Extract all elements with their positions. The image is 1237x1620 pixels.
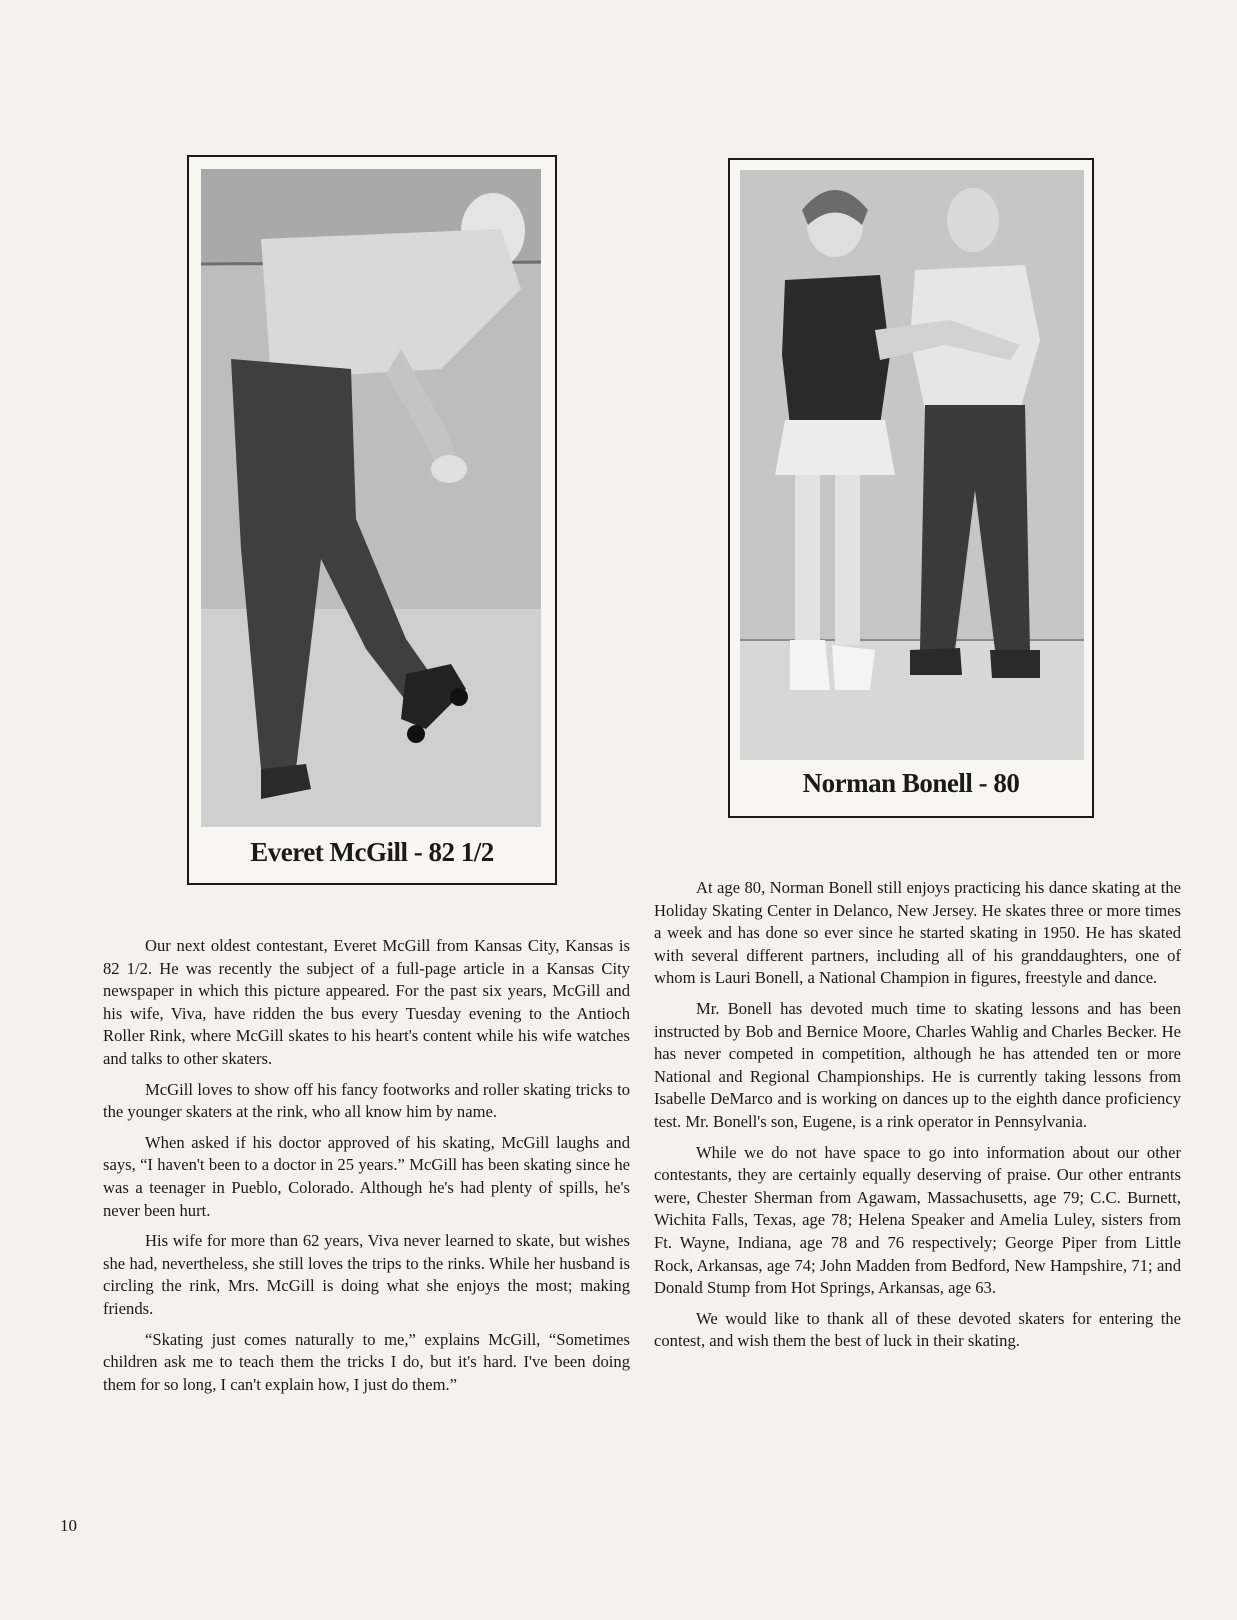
article-right-column — [654, 877, 1181, 1353]
paragraph: McGill loves to show off his fancy footworks and roller skating tricks to the younger skaters at the rink, who all know him by name. — [103, 1079, 630, 1122]
photo-caption-everet-mcgill: Everet McGill - 82 1/2 — [250, 837, 494, 867]
article-left-column — [103, 935, 630, 1396]
photo-box-norman-bonell — [728, 158, 1094, 818]
paragraph: At age 80, Norman Bonell still enjoys practicing his dance skating at the Holiday Skating Center in Delanco, New Jersey. He skates three or more times a week and has done so ever since he started skating in 1950. He has skated with several different partners, including all of his granddaughters, one of whom is Lauri Bonell, a National Champion in figures, freestyle and dance. — [654, 878, 1181, 988]
paragraph: We would like to thank all of these devoted skaters for entering the contest, and wish them the best of luck in their skating. — [654, 1308, 1181, 1351]
paragraph: His wife for more than 62 years, Viva never learned to skate, but wishes she had, nevertheless, she still loves the trips to the rinks. While her husband is circling the rink, Mrs. McGill is doing what she enjoys the most; making friends. — [103, 1231, 630, 1318]
paragraph: Our next oldest contestant, Everet McGill from Kansas City, Kansas is 82 1/2. He was recently the subject of a full-page article in a Kansas City newspaper in which this picture appeared. For the past six years, McGill and his wife, Viva, have ridden the bus every Tuesday evening to the Antioch Roller Rink, where McGill skates to his heart's content while his wife watches and talks to other skaters. — [103, 936, 630, 1068]
photo-box-everet-mcgill — [187, 155, 557, 885]
page-number: 10 — [60, 1516, 77, 1535]
paragraph: “Skating just comes naturally to me,” explains McGill, “Sometimes children ask me to teach them the tricks I do, but it's hard. I've been doing them for so long, I can't explain how, I just do them.” — [103, 1329, 630, 1394]
paragraph: While we do not have space to go into information about our other contestants, they are certainly equally deserving of praise. Our other entrants were, Chester Sherman from Agawam, Massachusetts, age 79; C.C. Burnett, Wichita Falls, Texas, age 78; Helena Speaker and Amelia Luley, sisters from Ft. Wayne, Indiana, age 78 and 76 respectively; George Piper from Little Rock, Arkansas, age 74; John Madden from Bedford, New Hampshire, 71; and Donald Stump from Hot Springs, Arkansas, age 63. — [654, 1142, 1181, 1298]
photo-norman-bonell — [740, 170, 1084, 760]
paragraph: When asked if his doctor approved of his skating, McGill laughs and says, “I haven't been to a doctor in 25 years.” McGill has been skating since he was a teenager in Pueblo, Colorado. Although he's had plenty of spills, he's never been hurt. — [103, 1132, 630, 1220]
paragraph: Mr. Bonell has devoted much time to skating lessons and has been instructed by Bob and Bernice Moore, Charles Wahlig and Charles Becker. He has never competed in competition, although he has attended ten or more National and Regional Championships. He is currently taking lessons from Isabelle DeMarco and is working on dances up to the eighth dance proficiency test. Mr. Bonell's son, Eugene, is a rink operator in Pennsylvania. — [654, 998, 1181, 1131]
photo-everet-mcgill — [201, 169, 541, 827]
photo-caption-norman-bonell: Norman Bonell - 80 — [802, 768, 1020, 798]
